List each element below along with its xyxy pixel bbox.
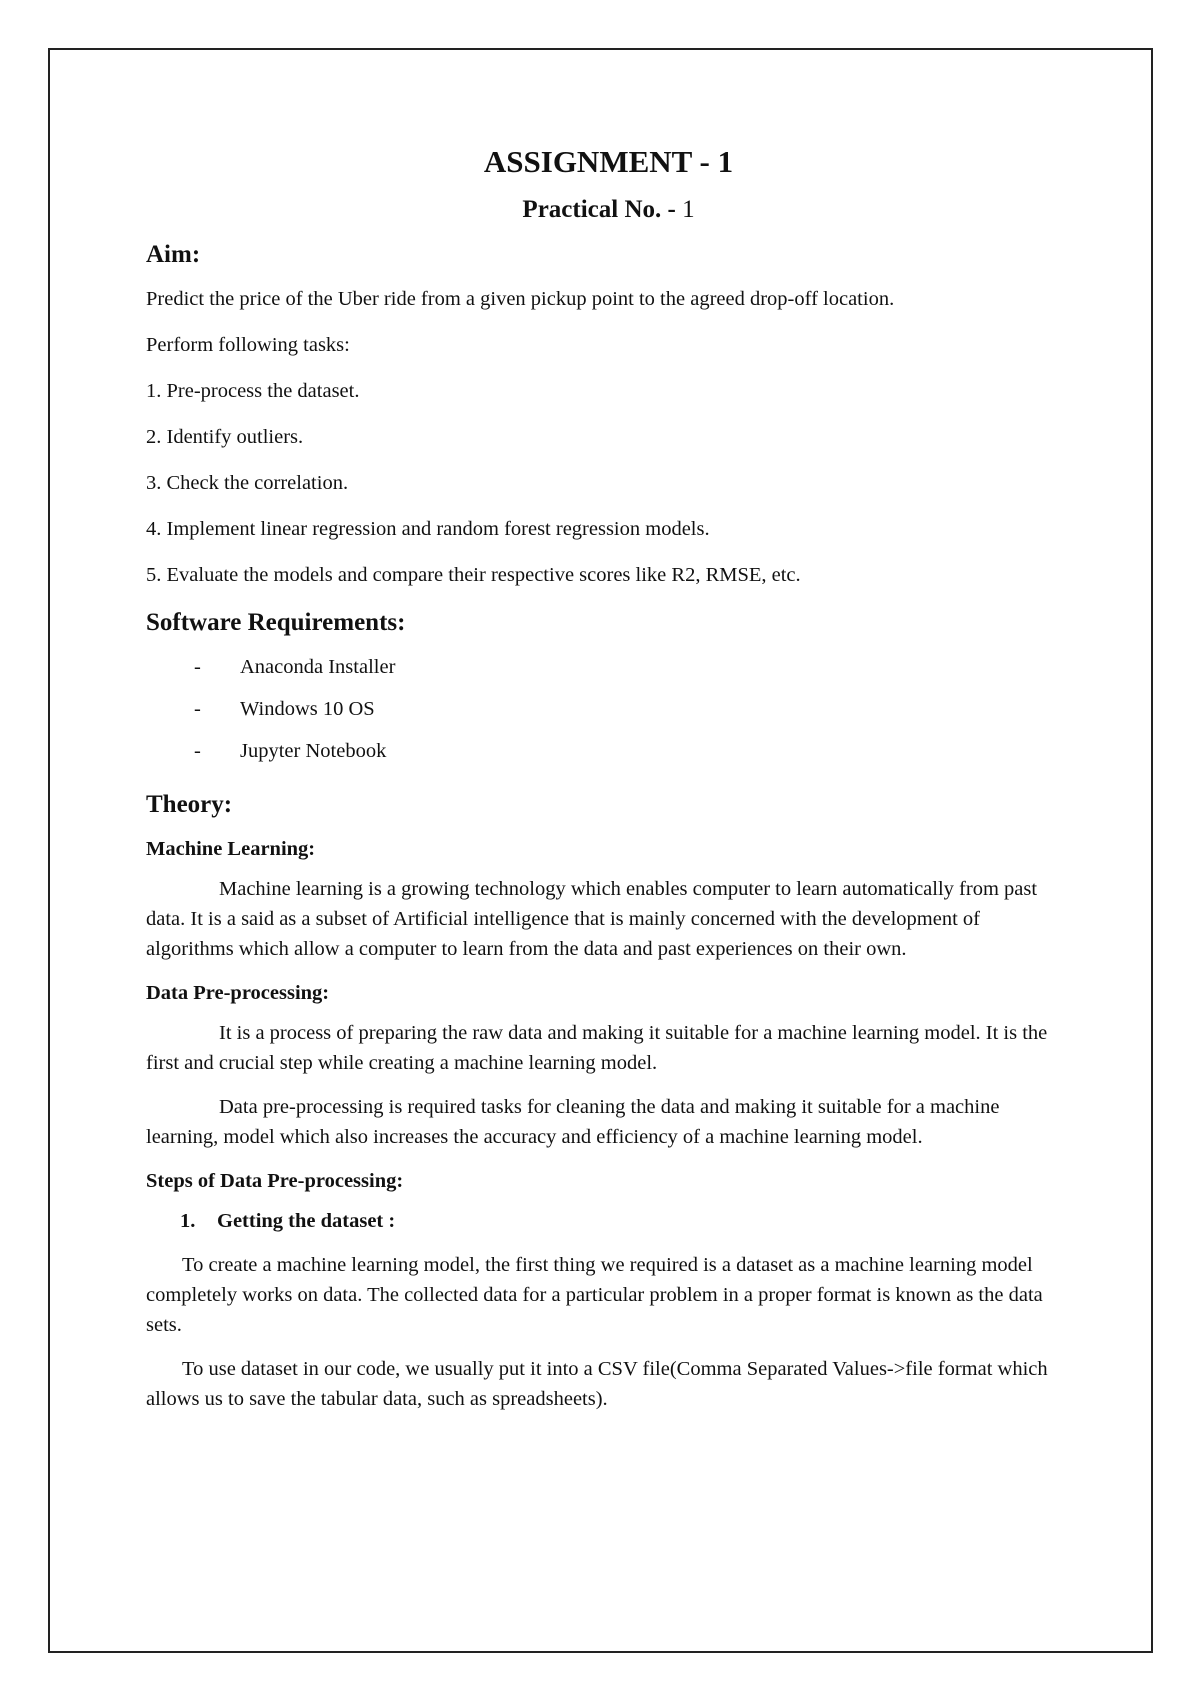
data-preprocessing-para-1: It is a process of preparing the raw data and making it suitable for a machine learning model. It is the first and crucial step while creating a machine learning model.: [146, 1022, 1048, 1074]
steps-heading: Steps of Data Pre-processing:: [146, 1170, 404, 1192]
task-item: 3. Check the correlation.: [146, 472, 349, 494]
practical-number: [146, 192, 1071, 228]
practical-label: Practical No. -: [522, 196, 676, 223]
dash-bullet: -: [194, 740, 201, 762]
theory-heading: Theory:: [146, 791, 233, 818]
data-preprocessing-para-2: Data pre-processing is required tasks for cleaning the data and making it suitable for a machine learning, model which also increases the accuracy and efficiency of a machine learning model.: [146, 1096, 1000, 1148]
software-heading: Software Requirements:: [146, 609, 406, 636]
step-1-para-2: To use dataset in our code, we usually put it into a CSV file(Comma Separated Values->file format which allows us to save the tabular data, such as spreadsheets).: [146, 1358, 1048, 1410]
machine-learning-heading: Machine Learning:: [146, 838, 316, 860]
task-item: 5. Evaluate the models and compare their respective scores like R2, RMSE, etc.: [146, 564, 801, 586]
list-item: [146, 652, 1071, 682]
data-preprocessing-heading: Data Pre-processing:: [146, 982, 330, 1004]
step-1-title: Getting the dataset :: [217, 1210, 396, 1232]
task-item: 1. Pre-process the dataset.: [146, 380, 360, 402]
aim-heading: Aim:: [146, 241, 201, 268]
document-body: [146, 140, 1071, 1428]
task-item: 2. Identify outliers.: [146, 426, 304, 448]
practical-value: 1: [682, 196, 695, 223]
task-item: 4. Implement linear regression and random forest regression models.: [146, 518, 710, 540]
machine-learning-text: Machine learning is a growing technology which enables computer to learn automatically from past data. It is a said as a subset of Artificial intelligence that is mainly concerned with the development of algorithms which allow a computer to learn from the data and past experiences on their own.: [146, 878, 1038, 960]
tasks-intro: Perform following tasks:: [146, 334, 350, 356]
list-item: [146, 694, 1071, 724]
software-item-label: Jupyter Notebook: [240, 740, 387, 762]
step-1-heading: [180, 1206, 1071, 1236]
document-title: ASSIGNMENT - 1: [483, 144, 734, 179]
step-1-number: 1.: [180, 1210, 196, 1232]
step-1-para-1: To create a machine learning model, the first thing we required is a dataset as a machine learning model completely works on data. The collected data for a particular problem in a proper format is known as the data sets.: [146, 1254, 1043, 1336]
aim-statement: Predict the price of the Uber ride from a given pickup point to the agreed drop-off location.: [146, 288, 895, 310]
dash-bullet: -: [194, 698, 201, 720]
dash-bullet: -: [194, 656, 201, 678]
list-item: [146, 736, 1071, 766]
software-item-label: Anaconda Installer: [240, 656, 396, 678]
software-item-label: Windows 10 OS: [240, 698, 375, 720]
software-list: [146, 652, 1071, 766]
